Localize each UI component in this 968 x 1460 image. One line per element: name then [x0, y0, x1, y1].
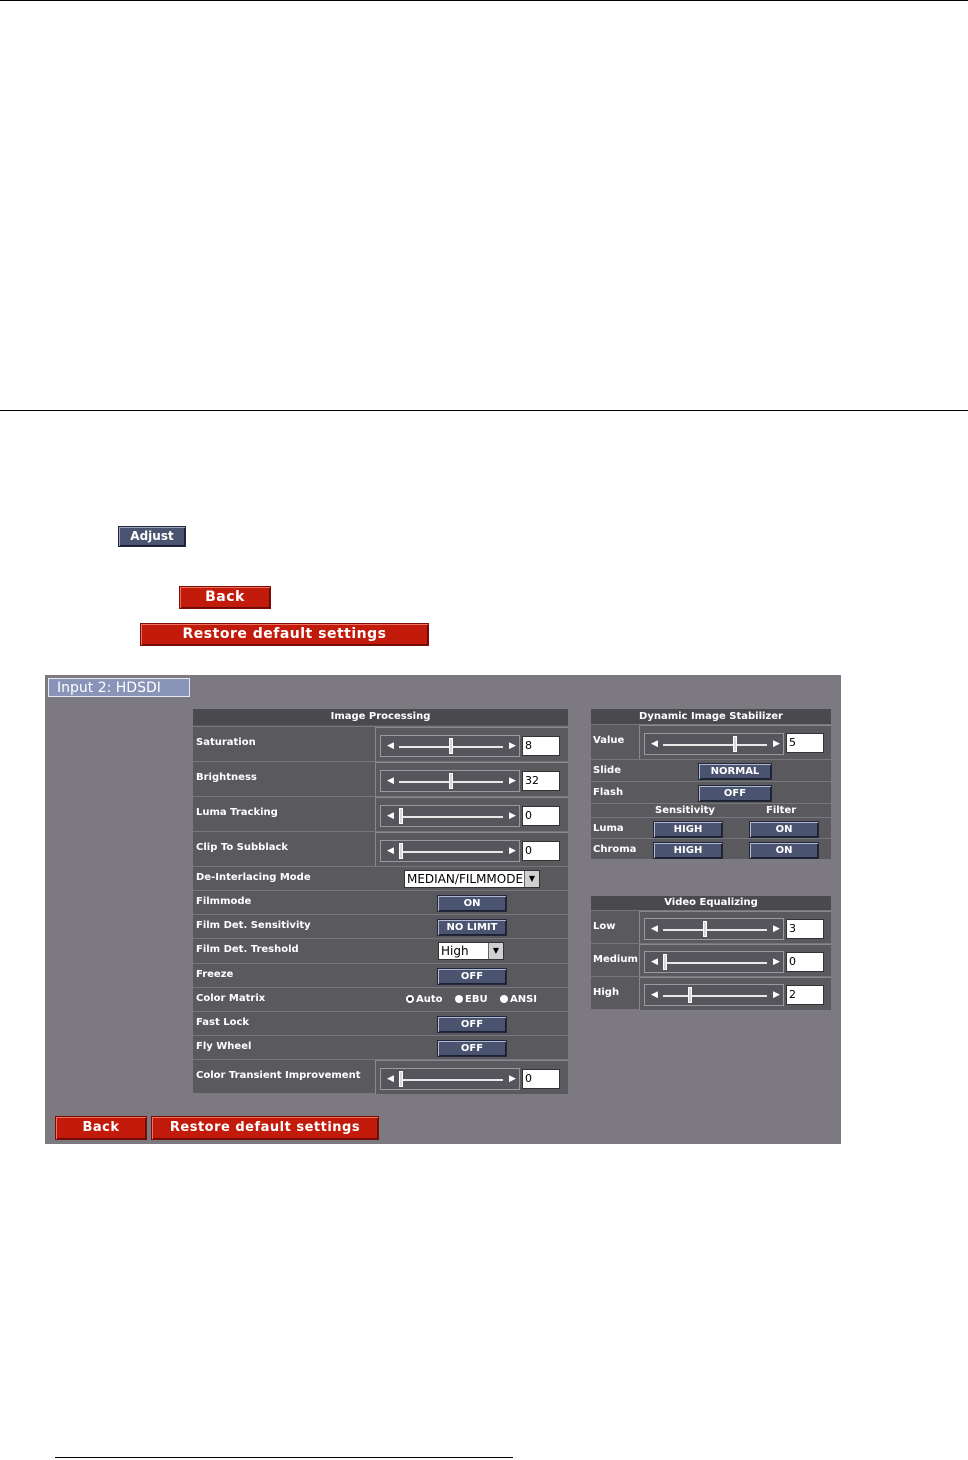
slider-thumb[interactable]: [703, 921, 707, 937]
right-arrow-icon[interactable]: ▶: [509, 811, 516, 821]
dropdown-arrow-icon[interactable]: ▼: [488, 943, 503, 959]
row-dis-flash: [591, 781, 831, 803]
dis-value-label: Value: [593, 735, 625, 746]
row-dis-value: [591, 724, 831, 759]
slider-thumb[interactable]: [663, 954, 667, 970]
film-det-treshold-label: Film Det. Treshold: [196, 944, 299, 955]
dis-value-slider[interactable]: [644, 733, 784, 755]
dis-flash-toggle[interactable]: OFF: [698, 785, 772, 802]
luma-filter-toggle[interactable]: ON: [749, 821, 819, 838]
eq-low-slider[interactable]: [644, 918, 784, 940]
row-color-matrix: [193, 987, 568, 1011]
clip-to-subblack-value-field[interactable]: 0: [522, 841, 560, 861]
left-arrow-icon[interactable]: ◀: [651, 739, 658, 749]
back-button[interactable]: Back: [179, 586, 271, 609]
row-filmmode: [193, 890, 568, 914]
clip-to-subblack-label: Clip To Subblack: [196, 842, 289, 853]
film-det-treshold-value: High: [441, 944, 469, 958]
footnote-rule: [55, 1457, 513, 1458]
saturation-value-field[interactable]: 8: [522, 736, 560, 756]
dis-flash-label: Flash: [593, 787, 624, 798]
slider-thumb[interactable]: [688, 987, 692, 1003]
row-film-det-treshold: [193, 938, 568, 963]
row-deinterlacing-mode: [193, 866, 568, 890]
input-tab-title: Input 2: HDSDI: [48, 678, 190, 697]
deinterlacing-mode-select[interactable]: [404, 870, 540, 888]
color-matrix-auto-radio[interactable]: Auto: [406, 994, 443, 1005]
left-arrow-icon[interactable]: ◀: [387, 1074, 394, 1084]
row-fast-lock: [193, 1011, 568, 1035]
row-dis-luma: [591, 817, 831, 838]
adjust-button[interactable]: Adjust: [118, 526, 186, 547]
dis-header: Dynamic Image Stabilizer: [591, 709, 831, 724]
luma-tracking-slider[interactable]: [380, 805, 520, 827]
dis-luma-label: Luma: [593, 823, 624, 834]
sensitivity-header: Sensitivity: [655, 805, 715, 816]
filmmode-toggle[interactable]: ON: [437, 895, 507, 912]
fast-lock-toggle[interactable]: OFF: [437, 1016, 507, 1033]
fly-wheel-toggle[interactable]: OFF: [437, 1040, 507, 1057]
row-dis-slide: [591, 759, 831, 781]
screen-restore-default-button[interactable]: Restore default settings: [151, 1116, 379, 1140]
brightness-label: Brightness: [196, 772, 257, 783]
dynamic-image-stabilizer-table: [591, 709, 831, 859]
slider-thumb[interactable]: [399, 843, 403, 859]
image-processing-table: [193, 709, 568, 1093]
adjust-input-panel: [45, 675, 841, 1144]
cti-value-field[interactable]: 0: [522, 1069, 560, 1089]
cti-label: Color Transient Improvement: [196, 1070, 361, 1081]
slider-thumb[interactable]: [449, 738, 453, 754]
right-arrow-icon[interactable]: ▶: [773, 739, 780, 749]
row-freeze: [193, 963, 568, 987]
freeze-toggle[interactable]: OFF: [437, 968, 507, 985]
freeze-label: Freeze: [196, 969, 234, 980]
row-dis-chroma: [591, 838, 831, 859]
color-matrix-label: Color Matrix: [196, 993, 266, 1004]
row-dis-subheader: [591, 803, 831, 817]
dis-slide-toggle[interactable]: NORMAL: [698, 763, 772, 780]
color-matrix-ebu-radio[interactable]: EBU: [455, 994, 488, 1005]
row-eq-high: [591, 976, 831, 1009]
slider-thumb[interactable]: [733, 736, 737, 752]
color-matrix-ansi-radio[interactable]: ANSI: [500, 994, 537, 1005]
deinterlacing-mode-label: De-Interlacing Mode: [196, 872, 311, 883]
row-eq-low: [591, 910, 831, 943]
radio-icon: [500, 995, 508, 1003]
left-arrow-icon[interactable]: ◀: [387, 776, 394, 786]
brightness-slider[interactable]: [380, 770, 520, 792]
radio-icon: [455, 995, 463, 1003]
fly-wheel-label: Fly Wheel: [196, 1041, 252, 1052]
right-arrow-icon[interactable]: ▶: [773, 924, 780, 934]
saturation-slider[interactable]: [380, 735, 520, 757]
image-processing-header: Image Processing: [193, 709, 568, 725]
eq-high-value-field[interactable]: 2: [786, 985, 824, 1005]
luma-sensitivity-toggle[interactable]: HIGH: [653, 821, 723, 838]
deinterlacing-mode-value: MEDIAN/FILMMODE: [407, 872, 524, 886]
screen-back-button[interactable]: Back: [55, 1116, 147, 1140]
row-brightness: [193, 761, 568, 796]
video-equalizing-table: [591, 896, 831, 1009]
left-arrow-icon[interactable]: ◀: [387, 846, 394, 856]
eq-medium-value-field[interactable]: 0: [786, 952, 824, 972]
right-arrow-icon[interactable]: ▶: [509, 776, 516, 786]
right-arrow-icon[interactable]: ▶: [773, 990, 780, 1000]
top-rule: [0, 0, 968, 1]
left-arrow-icon[interactable]: ◀: [651, 990, 658, 1000]
cti-slider[interactable]: [380, 1068, 520, 1090]
slider-thumb[interactable]: [449, 773, 453, 789]
slider-thumb[interactable]: [399, 808, 403, 824]
chroma-filter-toggle[interactable]: ON: [749, 842, 819, 859]
right-arrow-icon[interactable]: ▶: [773, 957, 780, 967]
chroma-sensitivity-toggle[interactable]: HIGH: [653, 842, 723, 859]
right-arrow-icon[interactable]: ▶: [509, 846, 516, 856]
section-rule: [0, 410, 968, 411]
left-arrow-icon[interactable]: ◀: [387, 741, 394, 751]
film-det-sensitivity-label: Film Det. Sensitivity: [196, 920, 311, 931]
row-clip-to-subblack: [193, 831, 568, 866]
row-saturation: [193, 726, 568, 761]
row-luma-tracking: [193, 796, 568, 831]
right-arrow-icon[interactable]: ▶: [509, 741, 516, 751]
luma-tracking-label: Luma Tracking: [196, 807, 278, 818]
dis-value-field[interactable]: 5: [786, 733, 824, 753]
clip-to-subblack-slider[interactable]: [380, 840, 520, 862]
row-fly-wheel: [193, 1035, 568, 1059]
luma-tracking-value-field[interactable]: 0: [522, 806, 560, 826]
dis-slide-label: Slide: [593, 765, 621, 776]
dropdown-arrow-icon[interactable]: ▼: [524, 871, 539, 887]
brightness-value-field[interactable]: 32: [522, 771, 560, 791]
filmmode-label: Filmmode: [196, 896, 252, 907]
row-film-det-sensitivity: [193, 914, 568, 938]
eq-low-value-field[interactable]: 3: [786, 919, 824, 939]
fast-lock-label: Fast Lock: [196, 1017, 250, 1028]
dis-chroma-label: Chroma: [593, 844, 637, 855]
eq-medium-slider[interactable]: [644, 951, 784, 973]
eq-high-slider[interactable]: [644, 984, 784, 1006]
eq-low-label: Low: [593, 921, 616, 932]
restore-default-button[interactable]: Restore default settings: [140, 623, 429, 646]
row-eq-medium: [591, 943, 831, 976]
filter-header: Filter: [766, 805, 797, 816]
left-arrow-icon[interactable]: ◀: [387, 811, 394, 821]
left-arrow-icon[interactable]: ◀: [651, 957, 658, 967]
slider-thumb[interactable]: [399, 1071, 403, 1087]
eq-high-label: High: [593, 987, 620, 998]
film-det-sensitivity-toggle[interactable]: NO LIMIT: [437, 919, 507, 936]
eq-medium-label: Medium: [593, 954, 638, 965]
radio-selected-icon: [406, 995, 414, 1003]
video-eq-header: Video Equalizing: [591, 896, 831, 910]
row-color-transient-improvement: [193, 1059, 568, 1093]
saturation-label: Saturation: [196, 737, 256, 748]
left-arrow-icon[interactable]: ◀: [651, 924, 658, 934]
right-arrow-icon[interactable]: ▶: [509, 1074, 516, 1084]
film-det-treshold-select[interactable]: [438, 942, 504, 960]
